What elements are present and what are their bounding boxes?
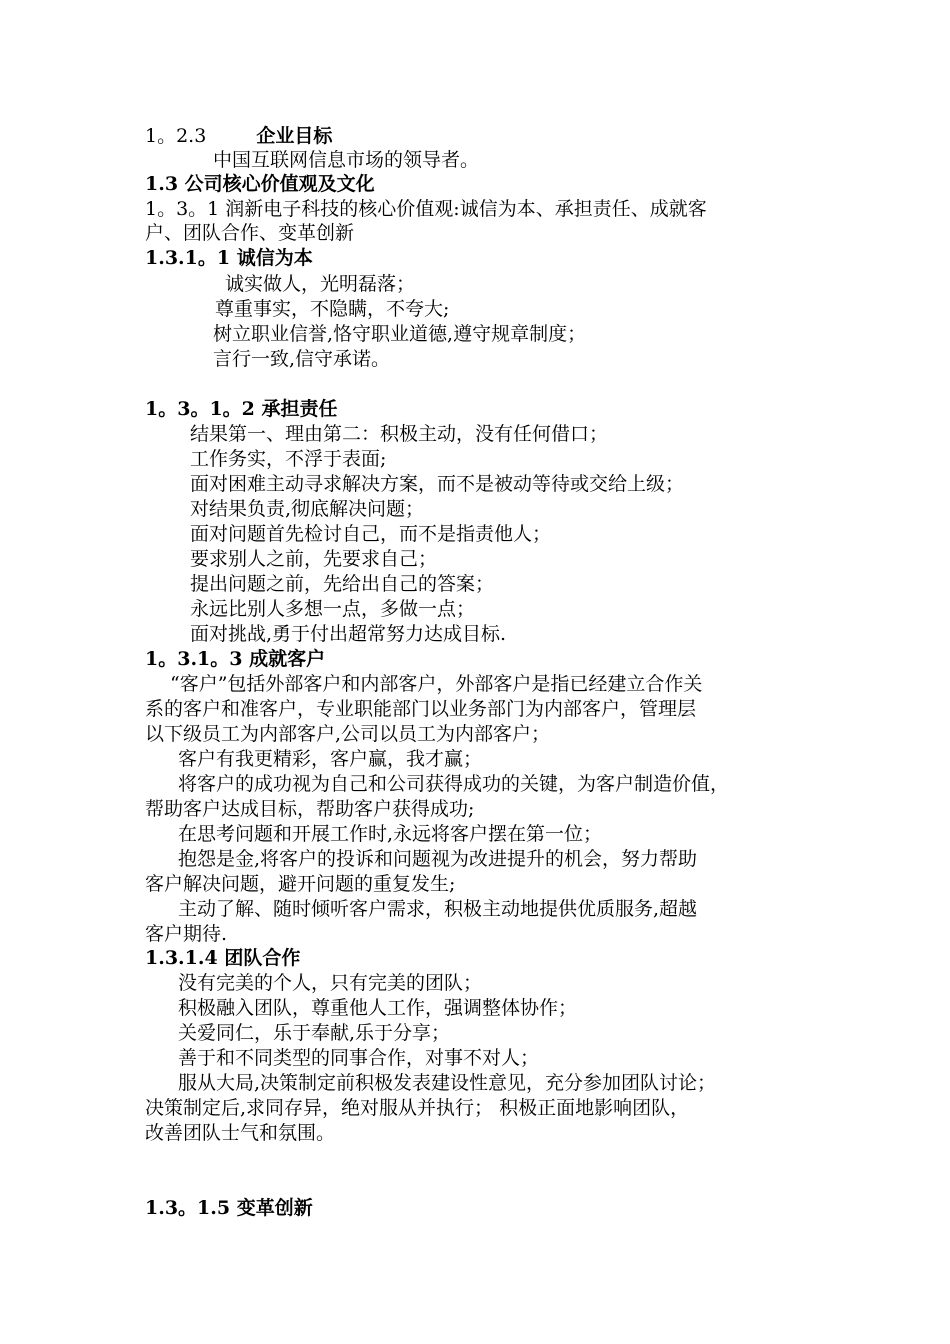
- list-item: 诚实做人，光明磊落；: [225, 273, 416, 295]
- list-item: 尊重事实，不隐瞒，不夸大;: [215, 298, 450, 320]
- section-1-2-3-heading: [145, 124, 835, 148]
- section-1-3-1-4-heading: 1.3.1.4 团队合作: [145, 947, 301, 969]
- section-1-3-1-line: 1。3。1 润新电子科技的核心价值观:诚信为本、承担责任、成就客: [145, 198, 707, 220]
- heading-text: 1。3.1。3 成就客户: [145, 648, 326, 670]
- paragraph-line: 决策制定后,求同存异，绝对服从并执行； 积极正面地影响团队，: [145, 1097, 690, 1119]
- list-item: 对结果负责,彻底解决问题；: [190, 498, 425, 520]
- list-item: 要求别人之前，先要求自己；: [190, 548, 438, 570]
- paragraph-line: 客户期待.: [145, 923, 228, 945]
- paragraph-line: 积极融入团队，尊重他人工作，强调整体协作；: [178, 997, 578, 1019]
- paragraph-line: 帮助客户达成目标，帮助客户获得成功;: [145, 798, 475, 820]
- paragraph-line: 服从大局,决策制定前积极发表建设性意见，充分参加团队讨论；: [178, 1072, 717, 1094]
- list-item: 面对问题首先检讨自己，而不是指责他人；: [190, 523, 552, 545]
- section-1-3-1-2-heading: [145, 397, 835, 421]
- list-item: 提出问题之前，先给出自己的答案；: [190, 573, 495, 595]
- list-item: 树立职业信誉,恪守职业道德,遵守规章制度；: [213, 323, 587, 345]
- paragraph-line: “客户”包括外部客户和内部客户，外部客户是指已经建立合作关: [170, 673, 703, 695]
- section-title: 企业目标: [256, 125, 333, 147]
- paragraph-line: 客户有我更精彩，客户赢，我才赢；: [178, 748, 483, 770]
- paragraph-line: 以下级员工为内部客户,公司以员工为内部客户；: [145, 723, 551, 745]
- paragraph-line: 抱怨是金,将客户的投诉和问题视为改进提升的机会，努力帮助: [178, 848, 698, 870]
- paragraph-line: 主动了解、随时倾听客户需求，积极主动地提供优质服务,超越: [178, 898, 698, 920]
- paragraph-line: 在思考问题和开展工作时,永远将客户摆在第一位；: [178, 823, 603, 845]
- section-1-2-3-body: 中国互联网信息市场的领导者。: [213, 149, 480, 171]
- section-number: 1。2.3: [145, 125, 207, 147]
- paragraph-line: 没有完美的个人，只有完美的团队；: [178, 972, 483, 994]
- paragraph-line: 将客户的成功视为自己和公司获得成功的关键，为客户制造价值，: [178, 773, 730, 795]
- section-1-3-1-3-heading: [145, 647, 835, 671]
- list-item: 结果第一、理由第二：积极主动，没有任何借口；: [190, 423, 609, 445]
- list-item: 面对困难主动寻求解决方案，而不是被动等待或交给上级；: [190, 473, 685, 495]
- list-item: 工作务实，不浮于表面;: [190, 448, 387, 470]
- list-item: 面对挑战,勇于付出超常努力达成目标.: [190, 623, 507, 645]
- paragraph-line: 改善团队士气和氛围。: [145, 1122, 336, 1144]
- heading-text: 1。3。1。2 承担责任: [145, 398, 338, 420]
- section-1-3-1-5-heading: 1.3。1.5 变革创新: [145, 1197, 313, 1219]
- section-1-3-heading: 1.3 公司核心价值观及文化: [145, 173, 375, 195]
- list-item: 永远比别人多想一点，多做一点；: [190, 598, 476, 620]
- section-1-3-1-1-heading: 1.3.1。1 诚信为本: [145, 247, 313, 269]
- paragraph-line: 关爱同仁，乐于奉献,乐于分享；: [178, 1022, 451, 1044]
- paragraph-line: 客户解决问题，避开问题的重复发生;: [145, 873, 456, 895]
- list-item: 言行一致,信守承诺。: [213, 348, 391, 370]
- paragraph-line: 系的客户和准客户，专业职能部门以业务部门为内部客户，管理层: [145, 698, 697, 720]
- section-1-3-1-line: 户、团队合作、变革创新: [145, 222, 355, 244]
- paragraph-line: 善于和不同类型的同事合作，对事不对人；: [178, 1047, 540, 1069]
